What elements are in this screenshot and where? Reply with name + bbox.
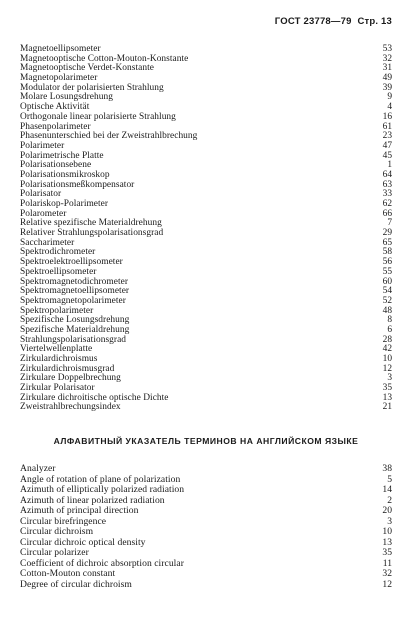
index-term: Spezifische Materialdrehung [20,324,130,335]
index-term: Molare Losungsdrehung [20,92,113,103]
index-page-number: 53 [382,44,392,54]
index-page-number: 35 [382,383,392,394]
index-term: Zirkulardichroismus [20,354,98,364]
index-term: Phasenunterschied bei der Zweistrahlbrechung [20,131,198,142]
index-term: Spezifische Losungsdrehung [20,315,130,326]
index-term: Circular birefringence [20,515,107,527]
index-page-number: 63 [382,179,392,190]
index-page-number: 7 [387,218,392,229]
index-term: Polarisator [20,189,62,200]
index-term: Zirkular Polarisator [20,383,95,394]
english-index-heading: АЛФАВИТНЫЙ УКАЗАТЕЛЬ ТЕРМИНОВ НА АНГЛИЙСКОМ ЯЗЫКЕ [53,436,359,446]
index-page-number: 56 [382,257,392,268]
index-term: Spektropolarimeter [20,305,94,316]
index-page-number: 3 [387,373,392,384]
german-term-index [20,45,392,413]
index-page-number: 6 [387,324,392,335]
index-term: Phasenpolarimeter [20,121,91,132]
index-term: Spektroelektroellipsometer [20,257,123,268]
index-term: Angle of rotation of plane of polarization [20,473,181,485]
page-header [275,16,392,27]
index-page-number: 55 [382,266,392,277]
index-term: Azimuth of elliptically polarized radiation [20,484,185,495]
standard-number: ГОСТ 23778—79 [274,16,352,27]
index-entry [20,181,392,191]
index-entry [20,527,392,538]
index-term: Azimuth of principal direction [20,505,139,516]
index-term: Polariskop-Polarimeter [20,199,109,209]
index-term: Polarisationsmeßkompensator [20,179,135,190]
index-page-number: 29 [382,228,392,239]
index-term: Cotton-Mouton constant [20,568,116,579]
index-entry [20,132,392,142]
index-term: Coefficient of dichroic absorption circular [20,557,184,569]
index-page-number: 45 [382,150,392,161]
index-term: Polarometer [20,208,67,219]
index-page-number: 42 [382,344,392,355]
index-page-number: 2 [387,494,392,506]
index-page-number: 49 [382,73,392,84]
index-term: Polarisationsebene [20,160,92,171]
index-page-number: 5 [387,473,392,485]
index-page-number: 10 [382,354,392,364]
index-page-number: 12 [382,363,392,374]
index-term: Viertelwellenplatte [20,344,93,355]
index-term: Zirkulare Doppelbrechung [20,373,121,384]
index-page-number: 60 [382,276,392,287]
index-page-number: 61 [382,121,392,132]
index-entry [20,506,392,517]
index-page-number: 28 [382,334,392,345]
index-term: Spektromagnetodichrometer [20,276,128,287]
index-term: Polarisationsmikroskop [20,169,110,180]
index-term: Optische Aktivität [20,102,90,113]
index-term: Relative spezifische Materialdrehung [20,218,162,229]
index-page-number: 14 [382,484,392,495]
index-entry [20,580,392,591]
index-page-number: 11 [382,557,392,569]
index-page-number: 39 [382,82,392,93]
index-term: Circular polarizer [20,547,89,558]
index-page-number: 32 [382,53,392,64]
index-page-number: 54 [382,286,392,297]
index-term: Circular dichroic optical density [20,536,146,548]
index-page-number: 62 [382,199,392,209]
index-term: Magnetooptische Verdet-Konstante [20,63,154,74]
index-page-number: 10 [382,526,392,537]
index-page-number: 38 [382,463,392,474]
index-term: Zirkulardichroismusgrad [20,363,115,374]
index-entry [20,548,392,559]
index-term: Magnetopolarimeter [20,73,98,84]
index-page-number: 13 [382,392,392,403]
index-page-number: 52 [382,295,392,306]
index-page-number: 4 [387,102,392,113]
index-page-number: 8 [387,315,392,326]
index-page-number: 21 [382,402,392,413]
index-term: Analyzer [20,463,56,474]
index-page-number: 58 [382,247,392,258]
index-term: Polarimetrische Platte [20,150,104,161]
index-entry [20,200,392,210]
index-term: Magnetoellipsometer [20,44,101,54]
index-term: Orthogonale linear polarisierte Strahlung [20,111,176,122]
index-term: Spektroellipsometer [20,266,97,277]
index-term: Polarimeter [20,140,65,151]
index-page-number: 16 [382,111,392,122]
index-page-number: 1 [387,160,392,171]
index-page-number: 23 [382,131,392,142]
index-entry [20,464,392,475]
index-term: Zirkulare dichroitische optische Dichte [20,392,169,403]
index-page-number: 35 [382,547,392,558]
index-entry [20,229,392,239]
index-page-number: 32 [382,568,392,579]
index-page-number: 12 [382,578,392,590]
index-term: Degree of circular dichroism [20,578,132,590]
index-page-number: 47 [382,140,392,151]
index-term: Saccharimeter [20,237,75,248]
index-entry [20,569,392,580]
index-term: Azimuth of linear polarized radiation [20,494,165,506]
index-term: Magnetooptische Cotton-Mouton-Konstante [20,53,189,64]
index-page-number: 33 [382,189,392,200]
index-term: Modulator der polarisierten Strahlung [20,82,164,93]
index-page-number: 64 [382,169,392,180]
index-term: Strahlungspolarisationsgrad [20,334,127,345]
index-page-number: 31 [382,63,392,74]
index-page-number: 65 [382,237,392,248]
index-term: Relativer Strahlungspolarisationsgrad [20,228,164,239]
index-page-number: 3 [387,515,392,527]
page-number: Стр. 13 [357,16,392,27]
index-page-number: 20 [382,505,392,516]
english-term-index [20,464,392,590]
index-page-number: 9 [387,92,392,103]
index-page-number: 48 [382,305,392,316]
index-term: Circular dichroism [20,526,94,537]
index-term: Spektromagnetoellipsometer [20,286,130,297]
index-entry [20,403,392,413]
index-page-number: 66 [382,208,392,219]
index-term: Zweistrahlbrechungsindex [20,402,121,413]
index-term: Spektrodichrometer [20,247,96,258]
index-page-number: 13 [382,536,392,548]
index-entry [20,485,392,496]
index-term: Spektromagnetopolarimeter [20,295,126,306]
